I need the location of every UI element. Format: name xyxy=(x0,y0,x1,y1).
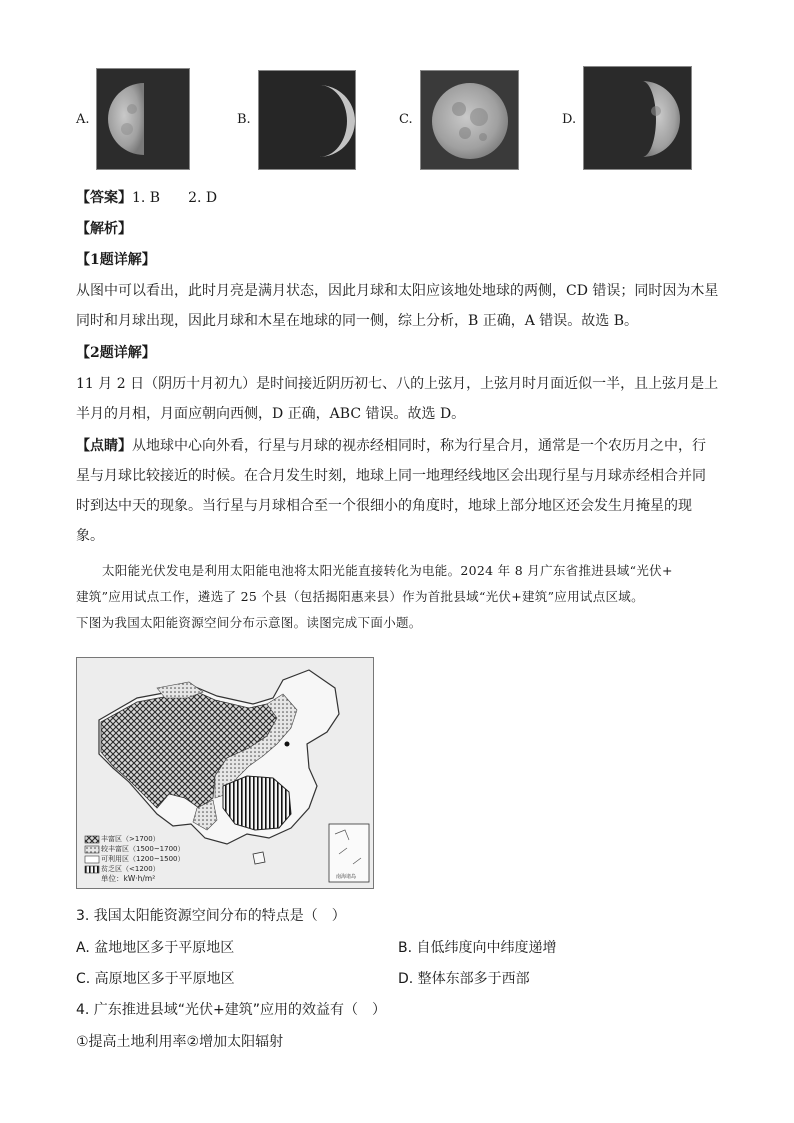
option-d-label: D. xyxy=(562,112,577,127)
q3-stem: 3. 我国太阳能资源空间分布的特点是（ ） xyxy=(76,908,346,924)
answer-text: 1. B 2. D xyxy=(132,190,218,206)
map-legend xyxy=(101,834,185,884)
passage-line-1: 太阳能光伏发电是利用太阳能电池将太阳光能直接转化为电能。2024 年 8 月广东省推进县域“光伏+ xyxy=(102,563,673,578)
moon-first-quarter-icon xyxy=(584,67,692,170)
tip-block xyxy=(76,431,706,551)
q2-line-2: 半月的月相，月面应朝向西侧，D 正确，ABC 错误。故选 D。 xyxy=(76,406,466,422)
tip-line-2: 星与月球比较接近的时候。在合月发生时刻，地球上同一地理经线地区会出现行星与月球赤经相合并同 xyxy=(76,468,706,484)
legend-unit: 单位：kW·h/m² xyxy=(101,874,156,883)
solar-resource-map xyxy=(76,657,374,889)
legend-rich: 丰富区（>1700） xyxy=(101,835,160,843)
q1-line-1: 从图中可以看出，此时月亮是满月状态，因此月球和太阳应该地处地球的两侧，CD 错误；同时因为木星 xyxy=(76,283,719,299)
q1-tag: 【1题详解】 xyxy=(76,252,156,268)
option-b-label: B. xyxy=(237,112,251,127)
legend-fairly-rich: 较丰富区（1500~1700） xyxy=(101,845,185,853)
tip-line-1: 从地球中心向外看，行星与月球的视赤经相同时，称为行星合月，通常是一个农历月之中，行 xyxy=(132,438,706,454)
q4-choices: ①提高土地利用率②增加太阳辐射 xyxy=(76,1034,284,1050)
q4-stem: 4. 广东推进县域“光伏+建筑”应用的效益有（ ） xyxy=(76,1002,387,1018)
moon-photo-b xyxy=(258,70,356,170)
inset-label: 南海诸岛 xyxy=(336,874,357,880)
q3-option-d[interactable]: D. 整体东部多于西部 xyxy=(398,971,530,987)
moon-full-icon xyxy=(421,71,519,170)
tip-line-3: 时到达中天的现象。当行星与月球相合至一个很细小的角度时，地球上部分地区还会发生月掩星的现 xyxy=(76,498,692,514)
tip-line-4: 象。 xyxy=(76,528,104,544)
option-a-label: A. xyxy=(76,112,90,127)
q3-option-b[interactable]: B. 自低纬度向中纬度递增 xyxy=(398,940,557,956)
q3-option-c[interactable]: C. 高原地区多于平原地区 xyxy=(76,971,235,987)
q2-line-1: 11 月 2 日（阴历十月初九）是时间接近阴历初七、八的上弦月，上弦月时月面近似一半，且上弦月是上 xyxy=(76,376,719,392)
q1-explanation xyxy=(76,276,718,336)
passage-line-3: 下图为我国太阳能资源空间分布示意图。读图完成下面小题。 xyxy=(76,615,422,630)
moon-last-quarter-icon xyxy=(97,69,190,170)
q3-option-a[interactable]: A. 盆地地区多于平原地区 xyxy=(76,940,235,956)
moon-photo-d xyxy=(583,66,692,170)
answer-line xyxy=(76,188,217,208)
passage-line-2: 建筑”应用试点工作，遴选了 25 个县（包括揭阳惠来县）作为首批县域“光伏+建筑”应用试点区域。 xyxy=(76,589,644,604)
moon-waxing-crescent-icon xyxy=(259,71,356,170)
analysis-tag: 【解析】 xyxy=(76,221,132,237)
passage xyxy=(76,558,673,636)
q2-tag: 【2题详解】 xyxy=(76,345,156,361)
legend-poor: 贫乏区（<1200） xyxy=(101,865,160,873)
q2-explanation xyxy=(76,369,718,429)
q1-line-2: 同时和月球出现，因此月球和木星在地球的同一侧，综上分析，B 正确，A 错误。故选 B。 xyxy=(76,313,639,329)
moon-photo-c xyxy=(420,70,519,170)
tip-tag: 【点睛】 xyxy=(76,438,132,454)
moon-photo-a xyxy=(96,68,190,170)
legend-usable: 可利用区（1200~1500） xyxy=(101,855,185,863)
option-c-label: C. xyxy=(399,112,413,127)
answer-tag: 【答案】 xyxy=(76,190,132,206)
